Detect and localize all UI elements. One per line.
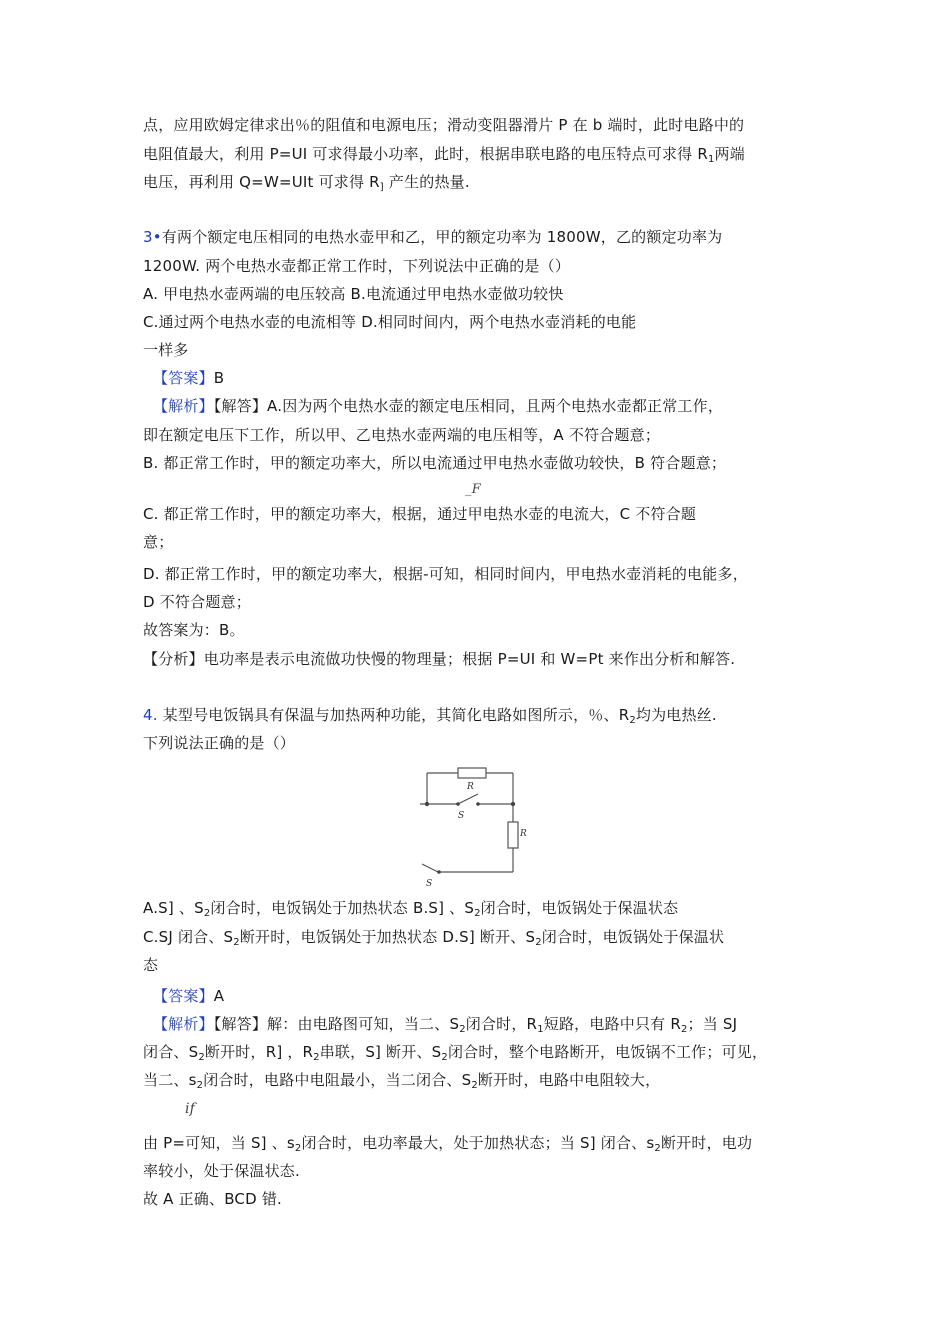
q4-formula-fragment: if — [185, 1101, 196, 1117]
label-s1: S — [426, 879, 433, 889]
prev-analysis-line-2: 电阻值最大，利用 P=UI 可求得最小功率，此时，根据串联电路的电压特点可求得 $R_1$两端 — [143, 145, 745, 165]
label-s2: S — [458, 811, 465, 821]
q3-options-ab: A. 甲电热水壶两端的电压较高 B.电流通过甲电热水壶做功较快 — [143, 285, 564, 303]
q3-explanation-line-5: 意； — [143, 533, 174, 551]
circuit-diagram — [412, 762, 540, 890]
resistor-r1-icon — [458, 768, 486, 778]
q4-conclusion: 故 A 正确、BCD 错. — [143, 1190, 282, 1208]
switch-contact — [456, 802, 460, 806]
q3-options-cd-cont: 一样多 — [143, 341, 189, 359]
q4-stem-line-2: 下列说法正确的是（） — [143, 734, 296, 752]
q3-explanation-line-2: 即在额定电压下工作，所以甲、乙电热水壶两端的电压相等，A 不符合题意； — [143, 426, 661, 444]
q4-options-ab: A.S] 、$S_2$闭合时，电饭锅处于加热状态 B.S] 、$S_2$闭合时，电饭锅处于保温状态 — [143, 899, 679, 919]
switch-s1-icon — [422, 864, 438, 872]
q4-explanation-line-3: 当二、$s_2$闭合时，电路中电阻最小，当二闭合、$S_2$断开时，电路中电阻较大， — [143, 1071, 661, 1091]
q4-explanation-line-1: 【解析】【解答】解：由电路图可知，当二、$S_2$闭合时，$R_1$短路，电路中只有 $R_2$；当 SJ — [152, 1015, 738, 1035]
q4-options-cd: C.SJ 闭合、$S_2$断开时，电饭锅处于加热状态 D.S] 断开、$S_2$闭合时，电饭锅处于保温状 — [143, 928, 725, 948]
q4-explanation-line-5: 率较小，处于保温状态. — [143, 1162, 300, 1180]
q3-explanation-line-4: C. 都正常工作时，甲的额定功率大，根据，通过甲电热水壶的电流大，C 不符合题 — [143, 505, 697, 523]
q4-explanation-line-2: 闭合、$S_2$断开时，R] ，$R_2$串联，S] 断开、$S_2$闭合时，整个电路断开，电饭锅不工作；可见， — [143, 1043, 768, 1063]
switch-contact — [476, 802, 480, 806]
q3-conclusion: 故答案为：B。 — [143, 621, 245, 639]
junction-dot — [425, 802, 429, 806]
q3-explanation-line-3: B. 都正常工作时，甲的额定功率大，所以电流通过甲电热水壶做功较快，B 符合题意； — [143, 454, 727, 472]
q3-answer: 【答案】B — [152, 369, 225, 387]
q3-explanation-line-1: 【解析】【解答】A.因为两个电热水壶的额定电压相同，且两个电热水壶都正常工作， — [152, 397, 724, 415]
switch-s2-icon — [458, 794, 478, 804]
q4-options-cd-cont: 态 — [143, 956, 159, 974]
q3-explanation-line-6: D. 都正常工作时，甲的额定功率大，根据-可知，相同时间内，甲电热水壶消耗的电能多， — [143, 565, 748, 583]
q3-explanation-line-7: D 不符合题意； — [143, 593, 251, 611]
q4-stem-line-1: 4. 某型号电饭锅具有保温与加热两种功能，其简化电路如图所示，％、$R_2$均为电热丝. — [143, 706, 717, 726]
q3-stem-line-1: 3•有两个额定电压相同的电热水壶甲和乙，甲的额定功率为 1800W，乙的额定功率为 — [143, 228, 723, 246]
q4-explanation-line-4: 由 P=可知，当 S] 、$s_2$闭合时，电功率最大，处于加热状态；当 S] 闭合、$s_2$断开时，电功 — [143, 1134, 753, 1154]
prev-analysis-line-1: 点，应用欧姆定律求出％的阻值和电源电压；滑动变阻器滑片 P 在 b 端时，此时电路中的 — [143, 116, 745, 134]
q3-analysis: 【分析】电功率是表示电流做功快慢的物理量；根据 P=UI 和 W=Pt 来作出分析和解答. — [143, 650, 736, 668]
q3-formula-fragment: _F — [465, 482, 481, 497]
label-r: R — [520, 829, 527, 839]
switch-contact — [437, 870, 441, 874]
junction-dot — [511, 802, 515, 806]
q3-stem-line-2: 1200W. 两个电热水壶都正常工作时，下列说法中正确的是（） — [143, 257, 571, 275]
q4-answer: 【答案】A — [152, 987, 225, 1005]
resistor-r-icon — [508, 822, 518, 848]
prev-analysis-line-3: 电压，再利用 Q=W=UIt 可求得 $R_]$ 产生的热量. — [143, 173, 470, 193]
q3-options-cd: C.通过两个电热水壶的电流相等 D.相同时间内，两个电热水壶消耗的电能 — [143, 313, 637, 331]
label-r1: R — [467, 782, 474, 792]
